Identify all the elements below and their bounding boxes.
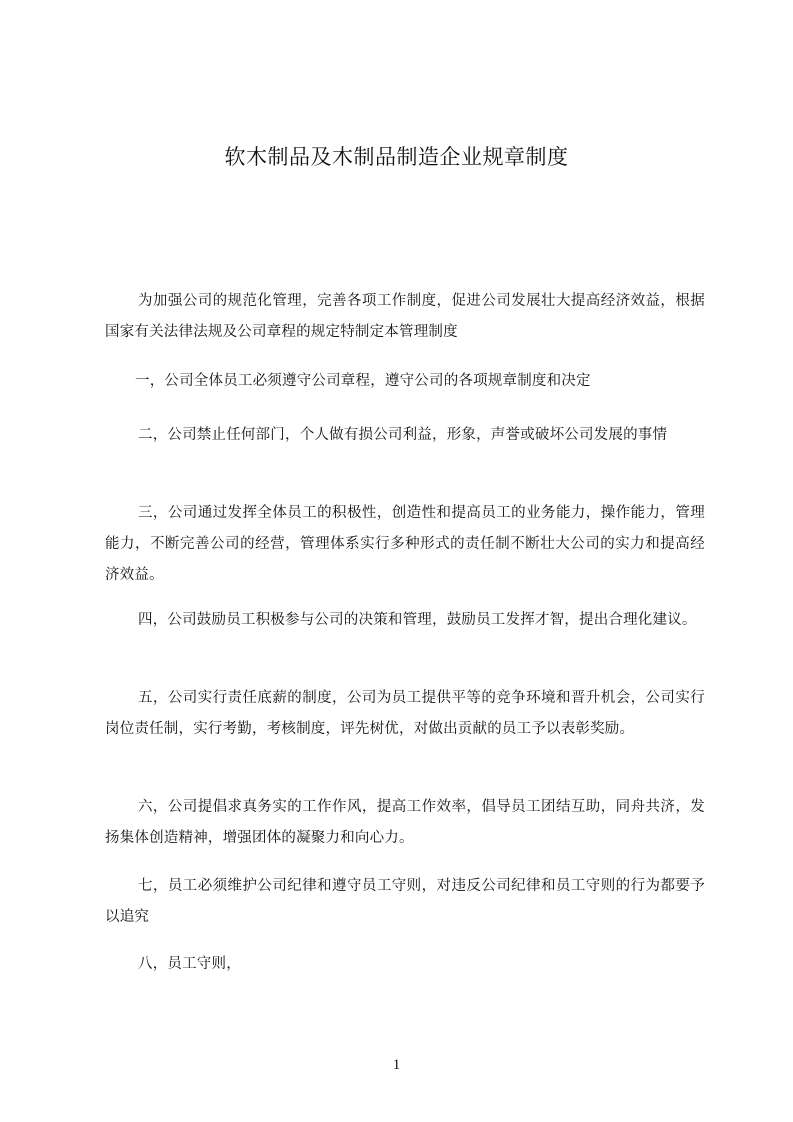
document-title: 软木制品及木制品制造企业规章制度 (224, 145, 569, 169)
rule-paragraph-7: 七，员工必须维护公司纪律和遵守员工守则，对违反公司纪律和员工守则的行为都要予以追究 (105, 878, 705, 925)
intro-paragraph: 为加强公司的规范化管理，完善各项工作制度，促进公司发展壮大提高经济效益，根据国家有关法律法规及公司章程的规定特制定本管理制度 (105, 293, 705, 340)
rule-paragraph-3: 三，公司通过发挥全体员工的积极性，创造性和提高员工的业务能力，操作能力，管理能力，不断完善公司的经营，管理体系实行多种形式的责任制不断壮大公司的实力和提高经济效益。 (105, 505, 705, 583)
rule-paragraph-5: 五，公司实行责任底薪的制度，公司为员工提供平等的竞争环境和晋升机会，公司实行岗位责任制，实行考勤，考核制度，评先树优，对做出贡献的员工予以表彰奖励。 (105, 690, 705, 737)
page-number: 1 (392, 1057, 401, 1073)
rule-paragraph-6: 六，公司提倡求真务实的工作作风，提高工作效率，倡导员工团结互助，同舟共济，发扬集体创造精神，增强团体的凝聚力和向心力。 (105, 799, 705, 846)
rule-paragraph-2: 二，公司禁止任何部门，个人做有损公司利益，形象，声誉或破坏公司发展的事情 (138, 427, 668, 443)
rule-paragraph-1: 一，公司全体员工必须遵守公司章程，遵守公司的各项规章制度和决定 (135, 373, 591, 389)
rule-paragraph-4: 四，公司鼓励员工积极参与公司的决策和管理，鼓励员工发挥才智，提出合理化建议。 (138, 612, 697, 628)
rule-paragraph-8: 八，员工守则， (138, 956, 241, 972)
